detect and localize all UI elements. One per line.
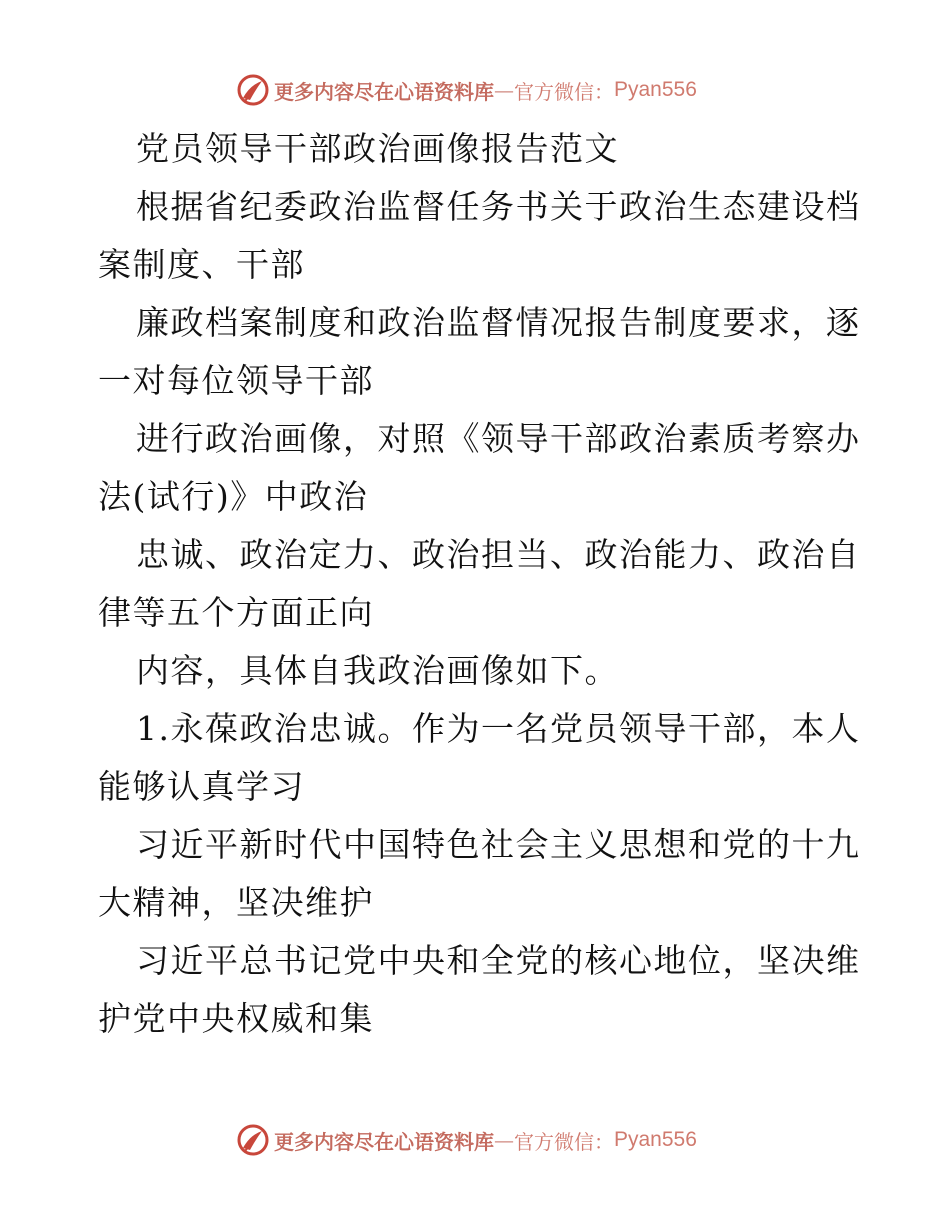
document-title: 党员领导干部政治画像报告范文 (136, 129, 619, 168)
watermark-separator: — (494, 78, 514, 102)
text-line: 习近平新时代中国特色社会主义思想和党的十九 (136, 825, 861, 864)
text-line: 大精神，坚决维护 (98, 883, 374, 922)
brush-logo-icon (236, 1123, 270, 1157)
footer-watermark (236, 1122, 697, 1158)
watermark-brand: 更多内容尽在心语资料库 (274, 1129, 494, 1154)
text-line: 护党中央权威和集 (98, 999, 374, 1038)
text-line: 能够认真学习 (98, 767, 305, 806)
text-line: 1.永葆政治忠诚。作为一名党员领导干部，本人 (136, 709, 861, 748)
watermark-separator: — (494, 1128, 514, 1152)
watermark-wechat-label: 官方微信： (514, 79, 614, 104)
watermark-brand: 更多内容尽在心语资料库 (274, 79, 494, 104)
watermark-wechat-label: 官方微信： (514, 1129, 614, 1154)
text-line: 习近平总书记党中央和全党的核心地位，坚决维 (136, 941, 861, 980)
header-watermark (236, 72, 697, 108)
watermark-wechat-id: Pyan556 (614, 1128, 697, 1151)
watermark-wechat-id: Pyan556 (614, 78, 697, 101)
text-line: 法(试行)》中政治 (98, 477, 369, 516)
text-line: 内容，具体自我政治画像如下。 (136, 651, 619, 690)
text-line: 案制度、干部 (98, 245, 305, 284)
document-body (98, 120, 861, 1048)
text-line: 根据省纪委政治监督任务书关于政治生态建设档 (136, 187, 861, 226)
text-line: 一对每位领导干部 (98, 361, 374, 400)
text-line: 进行政治画像，对照《领导干部政治素质考察办 (136, 419, 861, 458)
text-line: 廉政档案制度和政治监督情况报告制度要求，逐 (136, 303, 861, 342)
text-line: 律等五个方面正向 (98, 593, 374, 632)
text-line: 忠诚、政治定力、政治担当、政治能力、政治自 (136, 535, 861, 574)
brush-logo-icon (236, 73, 270, 107)
